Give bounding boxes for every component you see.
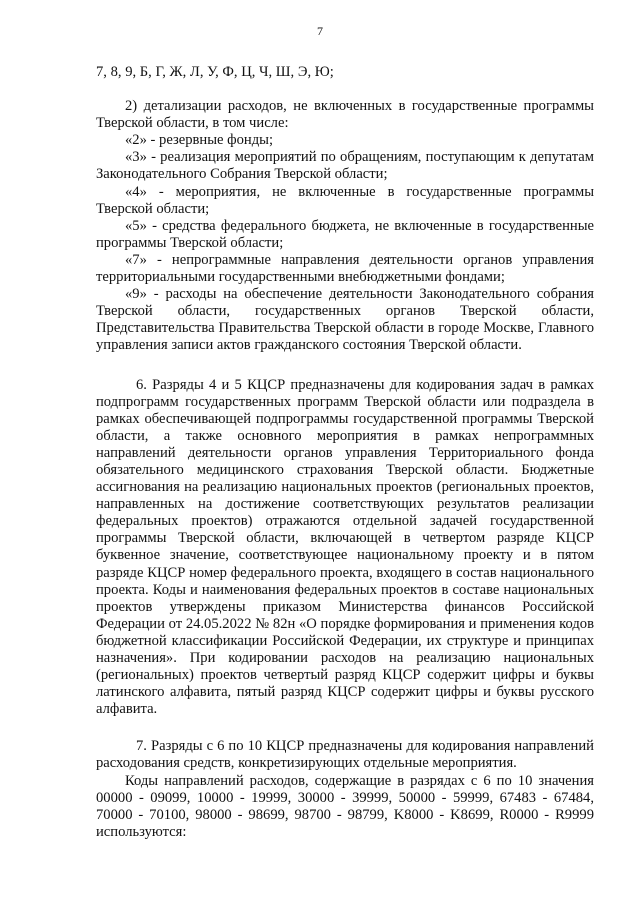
- page-number: 7: [317, 24, 323, 38]
- paragraph-code-7: «7» - непрограммные направления деятельности органов управления территориальными государственными внебюджетными фондами;: [96, 251, 594, 286]
- document-body: [96, 64, 594, 841]
- paragraph-item-2: 2) детализации расходов, не включенных в государственные программы Тверской области, в том числе:: [96, 98, 594, 132]
- paragraph-section-6: 6. Разряды 4 и 5 КЦСР предназначены для кодирования задач в рамках подпрограмм государственных программ Тверской области или подраздела в рамках обеспечивающей подпрограммы государственной программы Тверской области, а также основного мероприятия в рамках непрограммных направлений деятельности органов управления Территориального фонда обязательного медицинского страхования Тверской области. Бюджетные ассигнования на реализацию национальных проектов (региональных проектов, направленных на достижение соответствующих результатов реализации федеральных проектов) отражаются отдельной задачей государственной программы Тверской области, включающей в четвертом разряде КЦСР буквенное значение, соответствующее национальному проекту и в пятом разряде КЦСР номер федерального проекта, входящего в состав национального проекта. Коды и наименования федеральных проектов в составе национальных проектов утверждены приказом Министерства финансов Российской Федерации от 24.05.2022 № 82н «О порядке формирования и применения кодов бюджетной классификации Российской Федерации, их структуре и принципах назначения». При кодировании расходов на реализацию национальных (региональных) проектов четвертый разряд КЦСР содержит цифры и буквы латинского алфавита, пятый разряд КЦСР содержит цифры и буквы русского алфавита.: [96, 376, 594, 718]
- paragraph-codes-usage: Коды направлений расходов, содержащие в разрядах с 6 по 10 значения 00000 - 09099, 10000 - 19999, 30000 - 39999, 50000 - 59999, 67483 - 67484, 70000 - 70100, 98000 - 98699, 98700 - 98799, K8000 - K8699, R0000 - R9999 используются:: [96, 772, 594, 840]
- paragraph-code-9: «9» - расходы на обеспечение деятельности Законодательного собрания Тверской области, государственных органов Тверской области, Представительства Правительства Тверской области в городе Москве, Главного управления записи актов гражданского состояния Тверской области.: [96, 286, 594, 354]
- paragraph-letter-list: 7, 8, 9, Б, Г, Ж, Л, У, Ф, Ц, Ч, Ш, Э, Ю;: [96, 64, 334, 80]
- paragraph-code-3: «3» - реализация мероприятий по обращениям, поступающим к депутатам Законодательного Собрания Тверской области;: [96, 149, 594, 183]
- paragraph-code-4: «4» - мероприятия, не включенные в государственные программы Тверской области;: [96, 183, 594, 217]
- paragraph-code-2: «2» - резервные фонды;: [125, 132, 274, 149]
- paragraph-section-7: 7. Разряды с 6 по 10 КЦСР предназначены для кодирования направлений расходования средств, конкретизирующих отдельные мероприятия.: [96, 738, 594, 772]
- paragraph-code-5: «5» - средства федерального бюджета, не включенные в государственные программы Тверской области;: [96, 217, 594, 251]
